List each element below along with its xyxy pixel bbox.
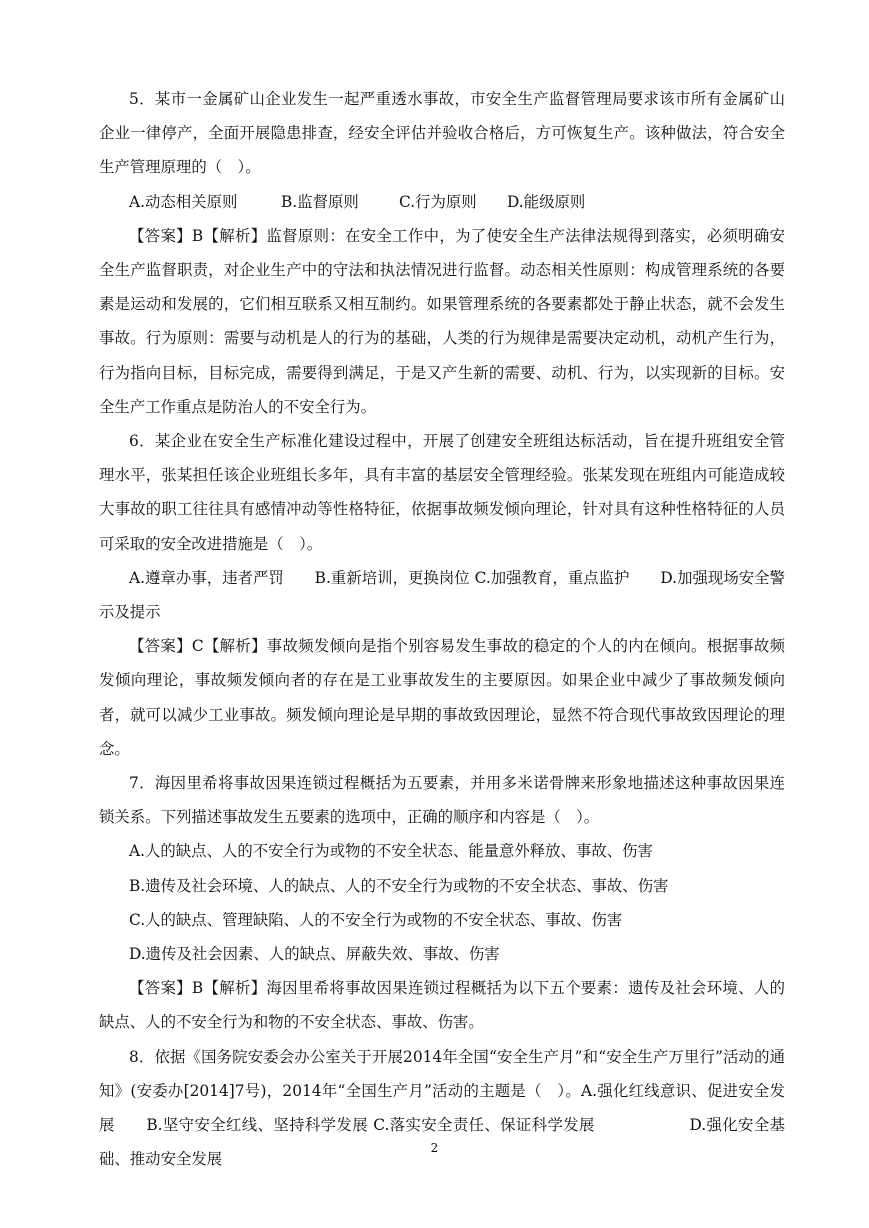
- question-6-stem: 6．某企业在安全生产标准化建设过程中，开展了创建安全班组达标活动，旨在提升班组安全管理水平，张某担任该企业班组长多年，具有丰富的基层安全管理经验。张某发现在班组内可能造成较大事故的职工往往具有感情冲动等性格特征，依据事故频发倾向理论，针对具有这种性格特征的人员可采取的安全改进措施是（ ）。: [99, 432, 785, 553]
- question-7-option-d: D.遗传及社会因素、人的缺点、屏蔽失效、事故、伤害: [129, 945, 500, 964]
- option-a: A.动态相关原则: [129, 192, 238, 211]
- question-7-option-b: B.遗传及社会环境、人的缺点、人的不安全行为或物的不安全状态、事故、伤害: [129, 876, 669, 895]
- page-number: 2: [430, 1141, 439, 1155]
- question-7-option-a: A.人的缺点、人的不安全行为或物的不安全状态、能量意外释放、事故、伤害: [129, 842, 653, 861]
- question-6-answer: 【答案】C【解析】事故频发倾向是指个别容易发生事故的稳定的个人的内在倾向。根据事故频发倾向理论，事故频发倾向者的存在是工业事故发生的主要原因。如果企业中减少了事故频发倾向者，就可以减少工业事故。频发倾向理论是早期的事故致因理论，显然不符合现代事故致因理论的理念。: [99, 637, 785, 758]
- document-body: [99, 82, 785, 1177]
- question-8-stem: 8．依据《国务院安委会办公室关于开展2014年全国“安全生产月”和“安全生产万里行”活动的通知》(安委办[2014]7号)，2014年“全国生产月”活动的主题是（ ）。A.强化红线意识、促进安全发展 B.坚守安全红线、坚持科学发展 C.落实安全责任、保证科学发展 D.强化安全基础、推动安全发展: [99, 1047, 785, 1169]
- question-7-stem: 7．海因里希将事故因果连锁过程概括为五要素，并用多米诺骨牌来形象地描述这种事故因果连锁关系。下列描述事故发生五要素的选项中，正确的顺序和内容是（ ）。: [99, 774, 785, 827]
- option-c: C.行为原则: [399, 192, 477, 211]
- option-d: D.能级原则: [507, 192, 586, 211]
- question-5-stem: 5．某市一金属矿山企业发生一起严重透水事故，市安全生产监督管理局要求该市所有金属矿山企业一律停产，全面开展隐患排查，经安全评估并验收合格后，方可恢复生产。该种做法，符合安全生产管理原理的（ ）。: [99, 90, 785, 177]
- question-6-options: A.遵章办事，违者严罚 B.重新培训，更换岗位 C.加强教育，重点监护 D.加强现场安全警示及提示: [99, 568, 785, 622]
- question-5-options: [99, 185, 785, 219]
- question-7-option-c: C.人的缺点、管理缺陷、人的不安全行为或物的不安全状态、事故、伤害: [129, 910, 623, 929]
- question-5-answer: 【答案】B【解析】监督原则：在安全工作中，为了使安全生产法律法规得到落实，必须明确安全生产监督职责，对企业生产中的守法和执法情况进行监督。动态相关性原则：构成管理系统的各要素是运动和发展的，它们相互联系又相互制约。如果管理系统的各要素都处于静止状态，就不会发生事故。行为原则：需要与动机是人的行为的基础，人类的行为规律是需要决定动机，动机产生行为，行为指向目标，目标完成，需要得到满足，于是又产生新的需要、动机、行为，以实现新的目标。安全生产工作重点是防治人的不安全行为。: [99, 226, 785, 416]
- option-b: B.监督原则: [281, 192, 359, 211]
- question-7-answer: 【答案】B【解析】海因里希将事故因果连锁过程概括为以下五个要素：遗传及社会环境、人的缺点、人的不安全行为和物的不安全状态、事故、伤害。: [99, 979, 785, 1032]
